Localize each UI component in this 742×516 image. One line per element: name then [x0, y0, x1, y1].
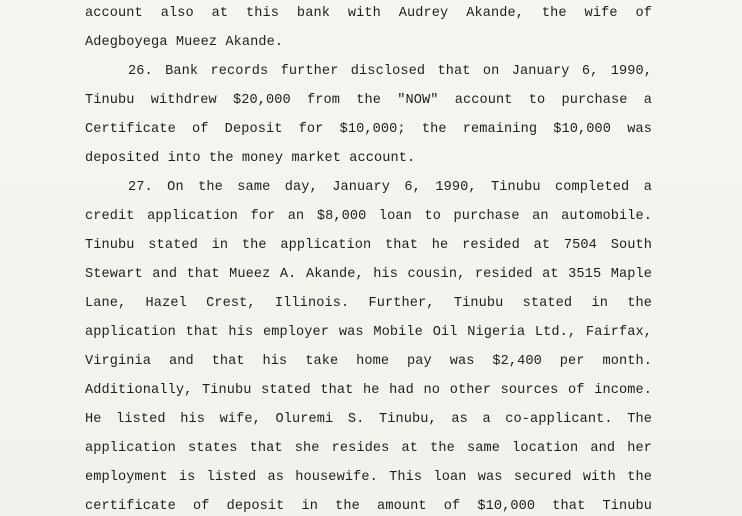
paragraph-26-start: 26. Bank records further disclosed that on January 6, 1990,	[128, 64, 652, 79]
text-line: Certificate of Deposit for $10,000; the remaining $10,000 was	[85, 122, 652, 137]
text-line: Adegboyega Mueez Akande.	[85, 35, 284, 50]
text-line: Tinubu stated in the application that he resided at 7504 South	[85, 238, 652, 253]
text-line: application states that she resides at the same location and her	[85, 441, 652, 456]
text-line: Additionally, Tinubu stated that he had no other sources of income.	[85, 383, 652, 398]
text-line: certificate of deposit in the amount of $10,000 that Tinubu	[85, 499, 652, 514]
text-line: Tinubu withdrew $20,000 from the "NOW" account to purchase a	[85, 93, 652, 108]
text-line: employment is listed as housewife. This loan was secured with the	[85, 470, 652, 485]
text-line: Virginia and that his take home pay was $2,400 per month.	[85, 354, 652, 369]
text-line: Lane, Hazel Crest, Illinois. Further, Tinubu stated in the	[85, 296, 652, 311]
text-line: Stewart and that Mueez A. Akande, his cousin, resided at 3515 Maple	[85, 267, 652, 282]
text-line: application that his employer was Mobile Oil Nigeria Ltd., Fairfax,	[85, 325, 652, 340]
paragraph-27-start: 27. On the same day, January 6, 1990, Tinubu completed a	[128, 180, 652, 195]
text-line: account also at this bank with Audrey Akande, the wife of	[85, 6, 652, 21]
text-line: He listed his wife, Oluremi S. Tinubu, as a co-applicant. The	[85, 412, 652, 427]
text-line: credit application for an $8,000 loan to purchase an automobile.	[85, 209, 652, 224]
text-line: deposited into the money market account.	[85, 151, 416, 166]
